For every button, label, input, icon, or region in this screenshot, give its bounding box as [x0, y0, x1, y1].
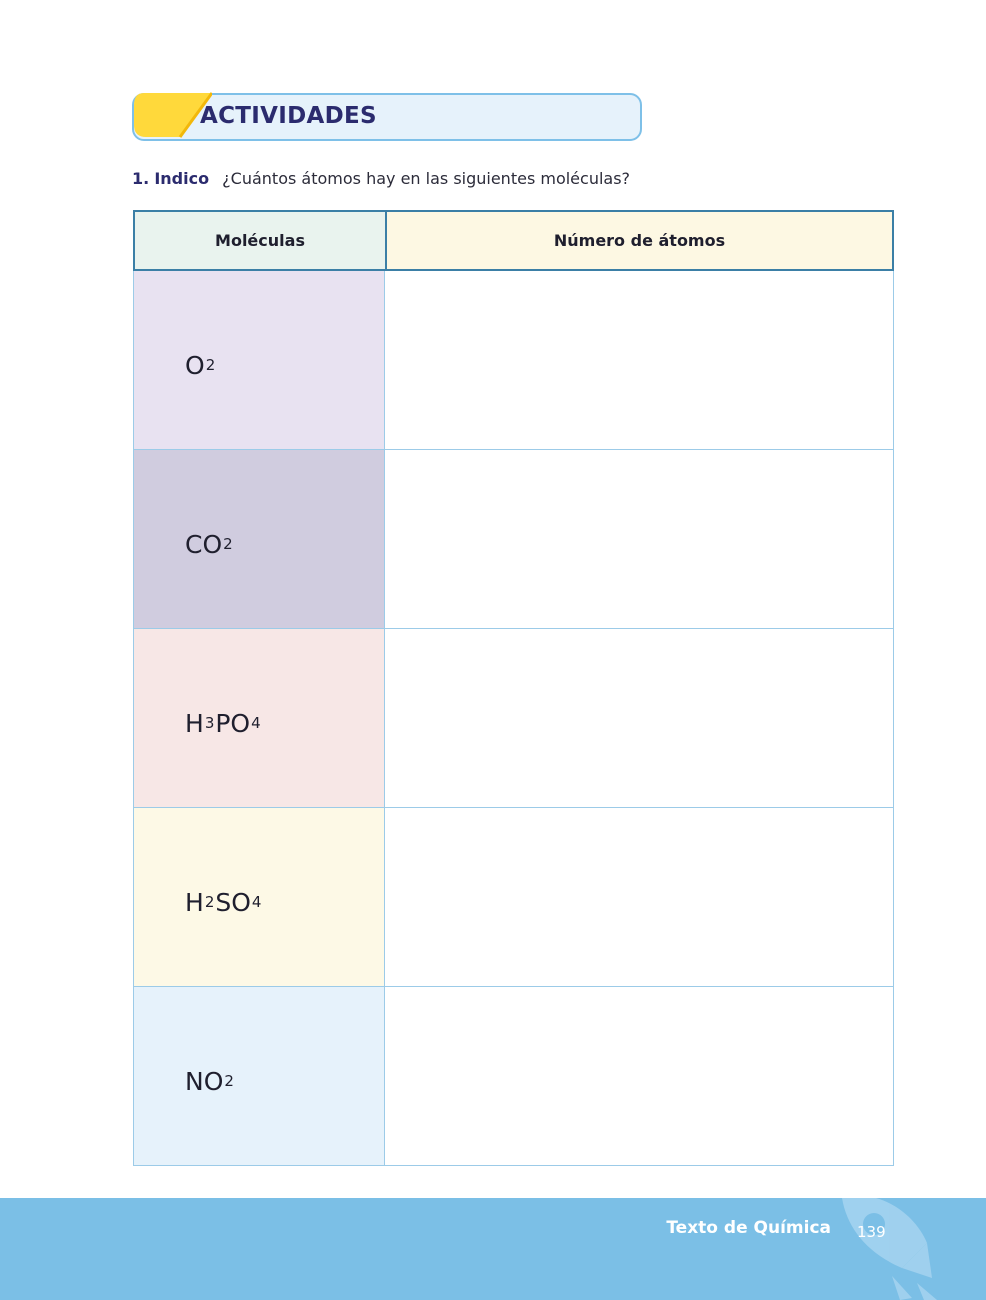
table-row [133, 450, 894, 629]
column-header-atoms: Número de átomos [387, 212, 892, 269]
formula-element: H [185, 708, 204, 738]
formula-element: NO [185, 1066, 224, 1096]
formula-subscript: 4 [251, 714, 261, 732]
formula-subscript: 3 [204, 714, 215, 732]
atom-count-answer[interactable] [385, 808, 893, 986]
molecule-formula [134, 629, 385, 807]
formula-subscript: 2 [224, 1072, 234, 1090]
page-footer [0, 1198, 986, 1300]
table-row [133, 808, 894, 987]
formula-element: SO [215, 887, 251, 917]
table-row [133, 987, 894, 1166]
molecule-formula [134, 271, 385, 449]
molecules-table [133, 210, 894, 1166]
formula-element: O [185, 350, 205, 380]
table-row [133, 271, 894, 450]
table-row [133, 629, 894, 808]
atom-count-answer[interactable] [385, 450, 893, 628]
atom-count-answer[interactable] [385, 987, 893, 1165]
molecule-formula [134, 987, 385, 1165]
rocket-icon [832, 1198, 952, 1300]
formula-subscript: 2 [204, 893, 215, 911]
formula-subscript: 2 [223, 535, 233, 553]
column-header-molecules: Moléculas [135, 212, 387, 269]
molecule-formula [134, 808, 385, 986]
section-title: ACTIVIDADES [200, 103, 377, 129]
formula-subscript: 4 [251, 893, 262, 911]
book-title: Texto de Química [666, 1218, 831, 1238]
instruction-number: 1. [132, 169, 150, 188]
instruction-verb: Indico [154, 169, 210, 188]
atom-count-answer[interactable] [385, 629, 893, 807]
atom-count-answer[interactable] [385, 271, 893, 449]
formula-element: H [185, 887, 204, 917]
page-number: 139 [857, 1223, 886, 1241]
table-body [133, 271, 894, 1166]
instruction-question: ¿Cuántos átomos hay en las siguientes moléculas? [222, 169, 631, 188]
instruction [132, 169, 630, 188]
molecule-formula [134, 450, 385, 628]
formula-element: PO [215, 708, 251, 738]
formula-subscript: 2 [205, 356, 216, 374]
table-header [133, 210, 894, 271]
formula-element: CO [185, 529, 223, 559]
